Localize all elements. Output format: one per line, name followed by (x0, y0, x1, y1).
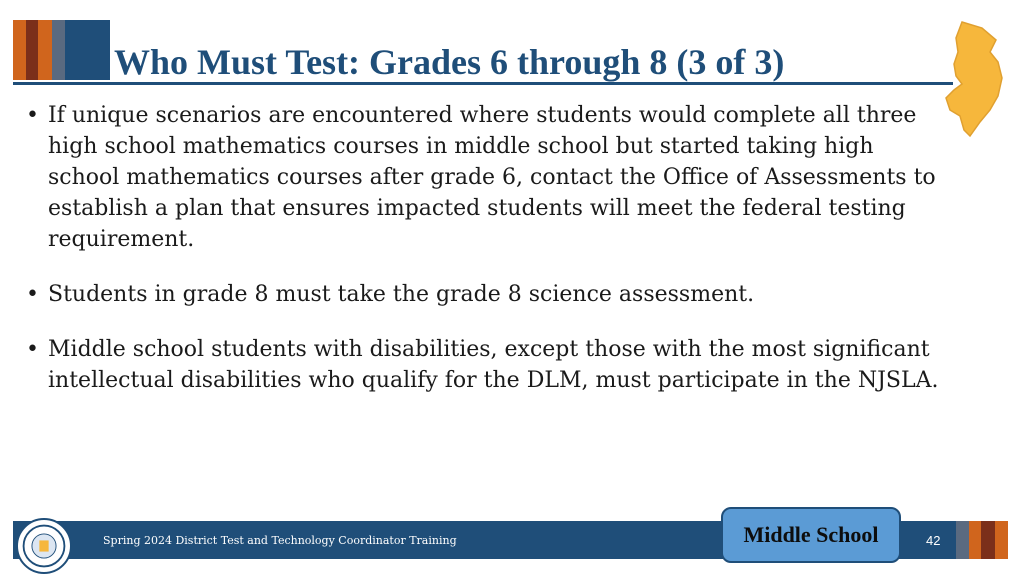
bullet-text: Students in grade 8 must take the grade 8 science assessment. (48, 282, 755, 307)
bullet-marker: • (26, 103, 39, 128)
bullet-list (26, 100, 946, 420)
nj-department-of-education-seal-icon (16, 518, 72, 574)
bullet-item (26, 279, 946, 310)
new-jersey-map-icon (940, 18, 1010, 142)
footer-training-text: Spring 2024 District Test and Technology Coordinator Training (103, 534, 457, 547)
bullet-marker: • (26, 337, 39, 362)
bullet-text: If unique scenarios are encountered where students would complete all three high school mathematics courses in middle school but started taking high school mathematics courses after grade 6, contact the Office of Assessments to establish a plan that ensures impacted students will meet the federal testing requirement. (48, 103, 936, 252)
title-underline (13, 82, 953, 85)
slide-title: Who Must Test: Grades 6 through 8 (3 of 3) (114, 42, 785, 82)
title-decoration-stripes (13, 20, 110, 80)
footer-decoration-stripes (956, 521, 1008, 559)
bullet-item (26, 100, 946, 255)
bullet-item (26, 334, 946, 396)
page-number: 42 (926, 533, 941, 548)
middle-school-badge: Middle School (721, 507, 901, 563)
bullet-marker: • (26, 282, 39, 307)
bullet-text: Middle school students with disabilities, except those with the most significant intellectual disabilities who qualify for the DLM, must participate in the NJSLA. (48, 337, 939, 393)
